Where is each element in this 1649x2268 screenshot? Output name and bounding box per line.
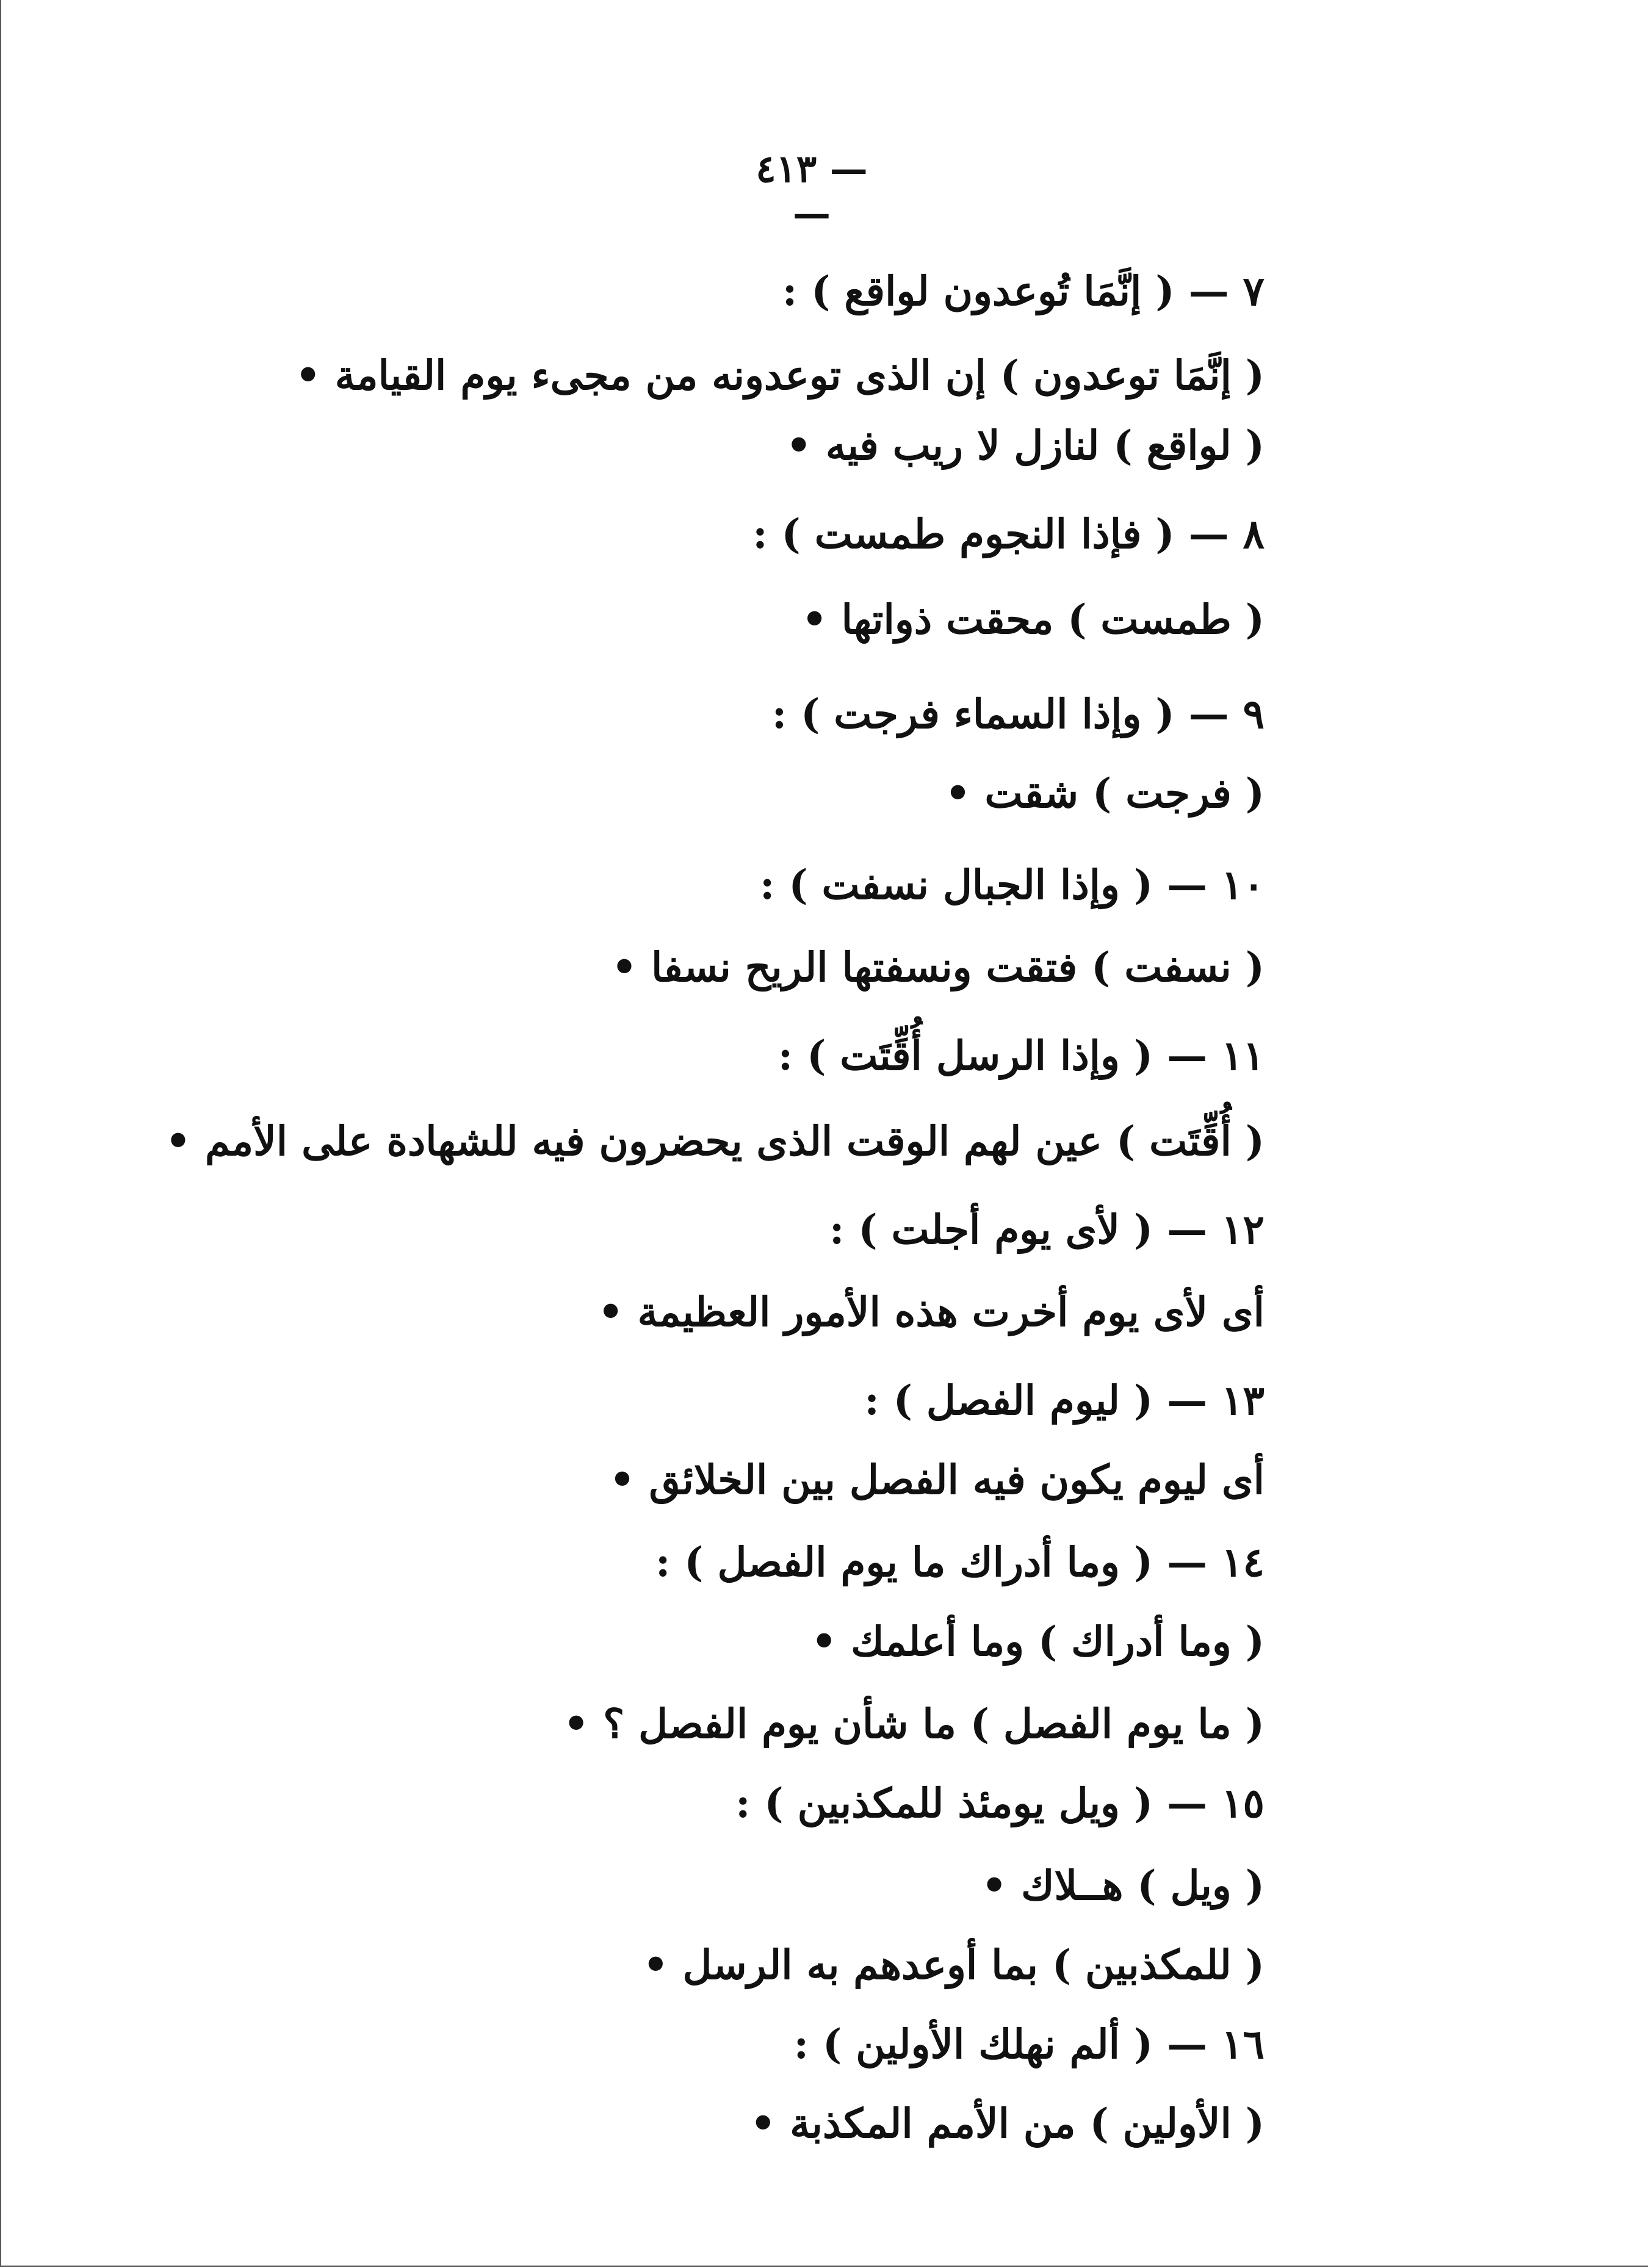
verse-heading-13: ١٣ — ( ليوم الفصل ) : bbox=[864, 1377, 1265, 1424]
text-line: أى لأى يوم أخرت هذه الأمور العظيمة • bbox=[597, 1288, 1265, 1336]
text-line: ( ما يوم الفصل ) ما شأن يوم الفصل ؟ • bbox=[563, 1700, 1265, 1748]
verse-heading-7: ٧ — ( إنَّمَا تُوعدون لواقع ) : bbox=[782, 267, 1265, 315]
text-line: أى ليوم يكون فيه الفصل بين الخلائق • bbox=[609, 1456, 1265, 1503]
text-line: ( طمست ) محقت ذواتها • bbox=[801, 596, 1265, 643]
verse-heading-11: ١١ — ( وإذا الرسل أُقِّتَت ) : bbox=[778, 1032, 1265, 1079]
verse-heading-14: ١٤ — ( وما أدراك ما يوم الفصل ) : bbox=[655, 1538, 1265, 1586]
text-line: ( الأولين ) من الأمم المكذبة • bbox=[750, 2100, 1265, 2147]
verse-heading-8: ٨ — ( فإذا النجوم طمست ) : bbox=[752, 510, 1265, 558]
text-line: ( أُقِّتَت ) عين لهم الوقت الذى يحضرون فيه للشهادة على الأمم • bbox=[165, 1117, 1265, 1165]
text-line: ( وما أدراك ) وما أعلمك • bbox=[811, 1618, 1265, 1665]
text-line: ( للمكذبين ) بما أوعدهم به الرسل • bbox=[643, 1941, 1265, 1989]
verse-heading-9: ٩ — ( وإذا السماء فرجت ) : bbox=[771, 690, 1265, 738]
verse-heading-16: ١٦ — ( ألم نهلك الأولين ) : bbox=[793, 2020, 1265, 2068]
text-line: ( نسفت ) فتقت ونسفتها الريح نسفا • bbox=[611, 943, 1265, 991]
verse-heading-15: ١٥ — ( ويل يومئذ للمكذبين ) : bbox=[735, 1779, 1265, 1827]
text-line: ( فرجت ) شقت • bbox=[945, 769, 1265, 817]
page-number: — ٤١٣ — bbox=[756, 146, 868, 236]
verse-heading-10: ١٠ — ( وإذا الجبال نسفت ) : bbox=[760, 861, 1265, 909]
text-line: ( ويل ) هــلاك • bbox=[981, 1862, 1265, 1909]
verse-heading-12: ١٢ — ( لأى يوم أجلت ) : bbox=[829, 1206, 1265, 1253]
text-line: ( لواقع ) لنازل لا ريب فيه • bbox=[785, 422, 1265, 469]
text-line: ( إنَّمَا توعدون ) إن الذى توعدونه من مجىء يوم القيامة • bbox=[295, 351, 1265, 399]
